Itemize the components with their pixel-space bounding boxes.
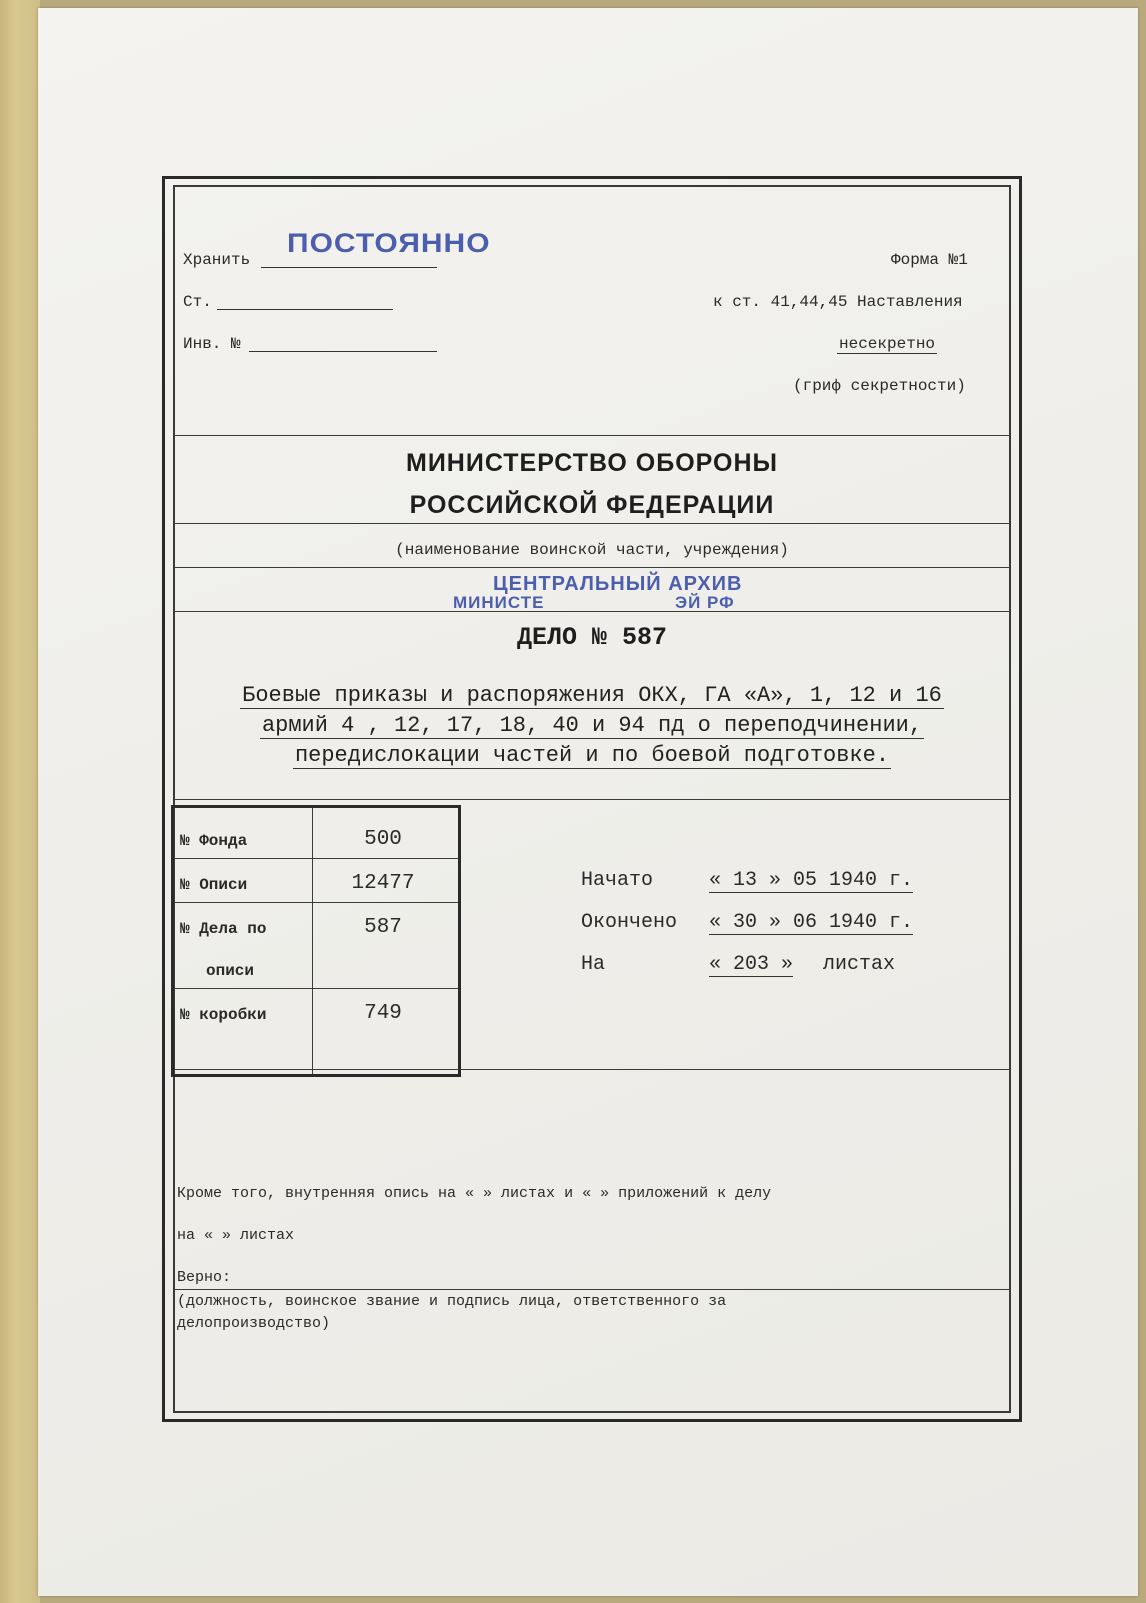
opis-label: № Описи [180, 876, 248, 894]
started-value: « 13 » 05 1940 г. [709, 869, 914, 892]
box-value: 749 [364, 1002, 402, 1025]
case-subject-line-3: передислокации частей и по боевой подготовке. [294, 743, 890, 768]
additional-inventory-line-2: на « » листах [177, 1227, 295, 1244]
inventory-underline [249, 351, 437, 352]
box-label: № коробки [180, 1006, 267, 1024]
sheets-value: « 203 » [709, 953, 794, 976]
fond-value: 500 [364, 828, 402, 851]
verified-label: Верно: [177, 1269, 232, 1286]
folder-spine [0, 0, 40, 1603]
articles-reference: к ст. 41,44,45 Наставления [713, 293, 963, 311]
case-title: ДЕЛО № 587 [516, 623, 668, 652]
divider [175, 799, 1009, 800]
sheets-unit: листах [823, 953, 896, 976]
ended-value: « 30 » 06 1940 г. [709, 911, 914, 934]
ministry-line-2: РОССИЙСКОЙ ФЕДЕРАЦИИ [409, 491, 775, 519]
table-row-divider [174, 988, 458, 989]
delo-value: 587 [364, 916, 402, 939]
form-number: Форма №1 [891, 251, 968, 269]
opis-value: 12477 [351, 872, 415, 895]
sheets-label: На [581, 953, 606, 976]
table-row-divider [174, 902, 458, 903]
table-row-divider [174, 858, 458, 859]
ministry-line-1: МИНИСТЕРСТВО ОБОРОНЫ [406, 449, 778, 477]
delo-label-cont: описи [206, 962, 255, 980]
divider [175, 1069, 1009, 1070]
archive-stamp-line-2: МИНИСТЕ [453, 593, 545, 612]
ended-label: Окончено [581, 911, 678, 934]
permanent-stamp: ПОСТОЯННО [287, 228, 491, 259]
fond-label: № Фонда [180, 832, 248, 850]
case-subject-line-1: Боевые приказы и распоряжения ОКХ, ГА «А», 1, 12 и 16 [242, 683, 942, 708]
additional-inventory-line-1: Кроме того, внутренняя опись на « » листах и « » приложений к делу [177, 1185, 772, 1202]
case-cover-form [162, 176, 1022, 1422]
inventory-label: Инв. № [183, 335, 241, 353]
delo-label: № Дела по [180, 920, 267, 938]
secrecy-value: несекретно [839, 335, 936, 353]
started-label: Начато [581, 869, 654, 892]
divider [175, 435, 1009, 436]
st-underline [217, 309, 393, 310]
form-inner-frame [173, 185, 1011, 1413]
responsible-caption-line-1: (должность, воинское звание и подпись лица, ответственного за [177, 1293, 727, 1310]
divider [175, 611, 1009, 612]
unit-name-caption: (наименование воинской части, учреждения) [395, 541, 789, 559]
archive-stamp-line-1: ЦЕНТРАЛЬНЫЙ АРХИВ [493, 573, 743, 595]
divider [175, 1289, 1009, 1290]
archive-stamp-line-2-end: ЭЙ РФ [675, 593, 735, 612]
keep-underline [261, 267, 437, 268]
registry-table [171, 805, 461, 1077]
table-column-divider [312, 808, 313, 1074]
case-subject-line-2: армий 4 , 12, 17, 18, 40 и 94 пд о переподчинении, [261, 713, 923, 738]
divider [175, 523, 1009, 524]
secrecy-caption: (гриф секретности) [793, 377, 966, 395]
st-label: Ст. [183, 293, 212, 311]
responsible-caption-line-2: делопроизводство) [177, 1315, 331, 1332]
keep-label: Хранить [183, 251, 251, 269]
divider [175, 567, 1009, 568]
